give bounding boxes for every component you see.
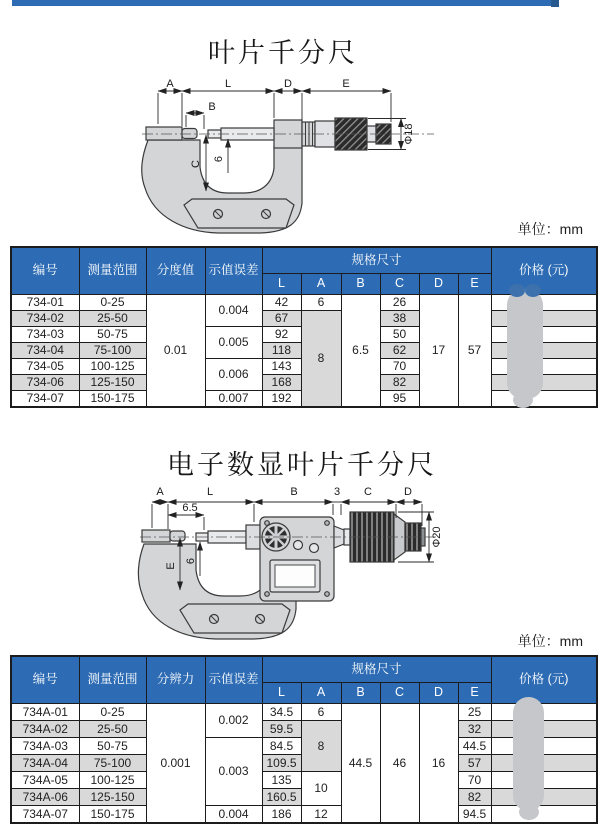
spindle-assembly	[196, 512, 425, 601]
header-resolution: 分辨力	[146, 656, 205, 704]
header-col-a: A	[301, 274, 341, 295]
cell-b: 44.5	[341, 704, 380, 824]
cell-model: 734A-07	[11, 806, 79, 824]
header-col-b: B	[341, 683, 380, 704]
cell-a: 12	[301, 806, 341, 824]
top-blue-bar	[12, 0, 552, 6]
cell-range: 50-75	[79, 738, 146, 755]
cell-e: 94.5	[458, 806, 491, 824]
cell-range: 150-175	[79, 806, 146, 824]
price-cell-obscured	[491, 721, 597, 738]
cell-range: 25-50	[79, 721, 146, 738]
price-redaction-smudge	[507, 289, 543, 399]
unit-label: 单位：mm	[517, 633, 583, 649]
cell-l: 92	[262, 327, 301, 343]
header-error: 示值误差	[205, 656, 262, 704]
cell-range: 75-100	[79, 755, 146, 772]
dim-label-a: A	[166, 78, 174, 90]
header-range: 测量范围	[79, 247, 146, 295]
digital-micrometer-spec-table	[10, 655, 598, 824]
cell-c: 70	[380, 359, 419, 375]
cell-resolution: 0.001	[146, 704, 205, 824]
cell-model: 734-03	[11, 327, 79, 343]
dim-label-dia20: Φ20	[431, 526, 443, 548]
cell-model: 734A-06	[11, 789, 79, 806]
cell-l: 59.5	[262, 721, 301, 738]
cell-model: 734-07	[11, 391, 79, 408]
cell-model: 734A-03	[11, 738, 79, 755]
section1-title: 叶片千分尺	[208, 38, 358, 68]
cell-l: 67	[262, 311, 301, 327]
header-spec-dims: 规格尺寸	[262, 656, 491, 683]
cell-range: 75-100	[79, 343, 146, 359]
smudge-blue-bump	[509, 284, 525, 297]
header-col-l: L	[262, 683, 301, 704]
header-price: 价格 (元)	[491, 656, 597, 704]
header-col-b: B	[341, 274, 380, 295]
price-cell-obscured	[491, 391, 597, 408]
cell-e: 57	[458, 295, 491, 408]
cell-c: 38	[380, 311, 419, 327]
cell-error: 0.006	[205, 359, 262, 391]
cell-graduation: 0.01	[146, 295, 205, 408]
cell-range: 50-75	[79, 327, 146, 343]
header-price: 价格 (元)	[491, 247, 597, 295]
header-col-a: A	[301, 683, 341, 704]
cell-a: 8	[301, 311, 341, 408]
cell-d: 16	[419, 704, 458, 824]
digital-blade-micrometer-diagram	[136, 482, 488, 648]
cell-c: 50	[380, 327, 419, 343]
header-model: 编号	[11, 247, 79, 295]
dim-label-d: D	[284, 78, 292, 90]
dim-label-3: 3	[333, 486, 341, 498]
header-model: 编号	[11, 656, 79, 704]
cell-l: 42	[262, 295, 301, 311]
cell-error: 0.004	[205, 806, 262, 824]
section2-title: 电子数显叶片千分尺	[167, 450, 437, 480]
cell-model: 734A-05	[11, 772, 79, 789]
table-row	[11, 806, 597, 824]
cell-error: 0.003	[205, 738, 262, 806]
header-col-c: C	[380, 274, 419, 295]
cell-model: 734-06	[11, 375, 79, 391]
cell-l: 118	[262, 343, 301, 359]
cell-e: 82	[458, 789, 491, 806]
function-button	[294, 541, 303, 550]
cell-c: 95	[380, 391, 419, 408]
price-cell-obscured	[491, 738, 597, 755]
dim-label-a: A	[156, 486, 164, 498]
blade-micrometer-diagram	[138, 76, 474, 236]
cell-range: 0-25	[79, 295, 146, 311]
dim-label-l: L	[224, 78, 232, 90]
top-blue-bar-cap	[551, 0, 559, 7]
cell-error: 0.005	[205, 327, 262, 359]
header-col-d: D	[419, 274, 458, 295]
table-row	[11, 721, 597, 738]
price-cell-obscured	[491, 806, 597, 824]
header-range: 测量范围	[79, 656, 146, 704]
price-cell-obscured	[491, 704, 597, 721]
dim-label-c: C	[364, 486, 372, 498]
cell-c: 46	[380, 704, 419, 824]
dim-label-6: 6	[185, 557, 197, 565]
header-col-l: L	[262, 274, 301, 295]
price-cell-obscured	[491, 755, 597, 772]
cell-a: 6	[301, 295, 341, 311]
dim-label-6-5: 6.5	[182, 502, 198, 514]
grip-plate	[180, 604, 290, 633]
dim-label-d: D	[404, 486, 412, 498]
cell-e: 57	[458, 755, 491, 772]
cell-l: 192	[262, 391, 301, 408]
cell-model: 734-02	[11, 311, 79, 327]
cell-l: 84.5	[262, 738, 301, 755]
cell-range: 125-150	[79, 375, 146, 391]
header-graduation: 分度值	[146, 247, 205, 295]
dim-label-b: B	[290, 486, 298, 498]
header-error: 示值误差	[205, 247, 262, 295]
cell-range: 150-175	[79, 391, 146, 408]
cell-l: 109.5	[262, 755, 301, 772]
cell-model: 734A-01	[11, 704, 79, 721]
cell-range: 100-125	[79, 772, 146, 789]
cell-error: 0.002	[205, 704, 262, 738]
dim-label-e: E	[342, 78, 350, 90]
cell-e: 32	[458, 721, 491, 738]
cell-a: 8	[301, 721, 341, 772]
cell-e: 25	[458, 704, 491, 721]
dim-label-l: L	[206, 486, 214, 498]
grip-plate	[184, 199, 294, 228]
dim-label-b: B	[208, 101, 216, 113]
price-cell-obscured	[491, 789, 597, 806]
cell-d: 17	[419, 295, 458, 408]
cell-c: 82	[380, 375, 419, 391]
header-col-e: E	[458, 683, 491, 704]
cell-b: 6.5	[341, 295, 380, 408]
dim-label-c: C	[190, 160, 202, 168]
dim-label-e: E	[165, 562, 177, 570]
cell-l: 143	[262, 359, 301, 375]
dim-label-6: 6	[213, 155, 225, 163]
cell-l: 168	[262, 375, 301, 391]
function-button	[310, 544, 319, 553]
cell-model: 734A-04	[11, 755, 79, 772]
cell-a: 10	[301, 772, 341, 806]
cell-error: 0.004	[205, 295, 262, 327]
price-cell-obscured	[491, 772, 597, 789]
cell-e: 70	[458, 772, 491, 789]
dim-label-dia18: Φ18	[403, 123, 415, 145]
cell-e: 44.5	[458, 738, 491, 755]
header-col-e: E	[458, 274, 491, 295]
table-row	[11, 772, 597, 789]
price-redaction-smudge	[513, 697, 544, 811]
header-col-d: D	[419, 683, 458, 704]
header-spec-dims: 规格尺寸	[262, 247, 491, 274]
smudge-blue-bump	[525, 284, 541, 297]
cell-range: 0-25	[79, 704, 146, 721]
smudge-tail	[519, 804, 539, 820]
cell-range: 100-125	[79, 359, 146, 375]
cell-a: 6	[301, 704, 341, 721]
cell-error: 0.007	[205, 391, 262, 408]
cell-l: 135	[262, 772, 301, 789]
cell-l: 186	[262, 806, 301, 824]
unit-label: 单位：mm	[517, 221, 583, 237]
cell-l: 34.5	[262, 704, 301, 721]
cell-range: 25-50	[79, 311, 146, 327]
header-col-c: C	[380, 683, 419, 704]
cell-model: 734-04	[11, 343, 79, 359]
cell-c: 62	[380, 343, 419, 359]
smudge-tail	[513, 392, 533, 408]
cell-model: 734-05	[11, 359, 79, 375]
cell-range: 125-150	[79, 789, 146, 806]
cell-model: 734-01	[11, 295, 79, 311]
cell-c: 26	[380, 295, 419, 311]
cell-l: 160.5	[262, 789, 301, 806]
cell-model: 734A-02	[11, 721, 79, 738]
table-row	[11, 704, 597, 721]
